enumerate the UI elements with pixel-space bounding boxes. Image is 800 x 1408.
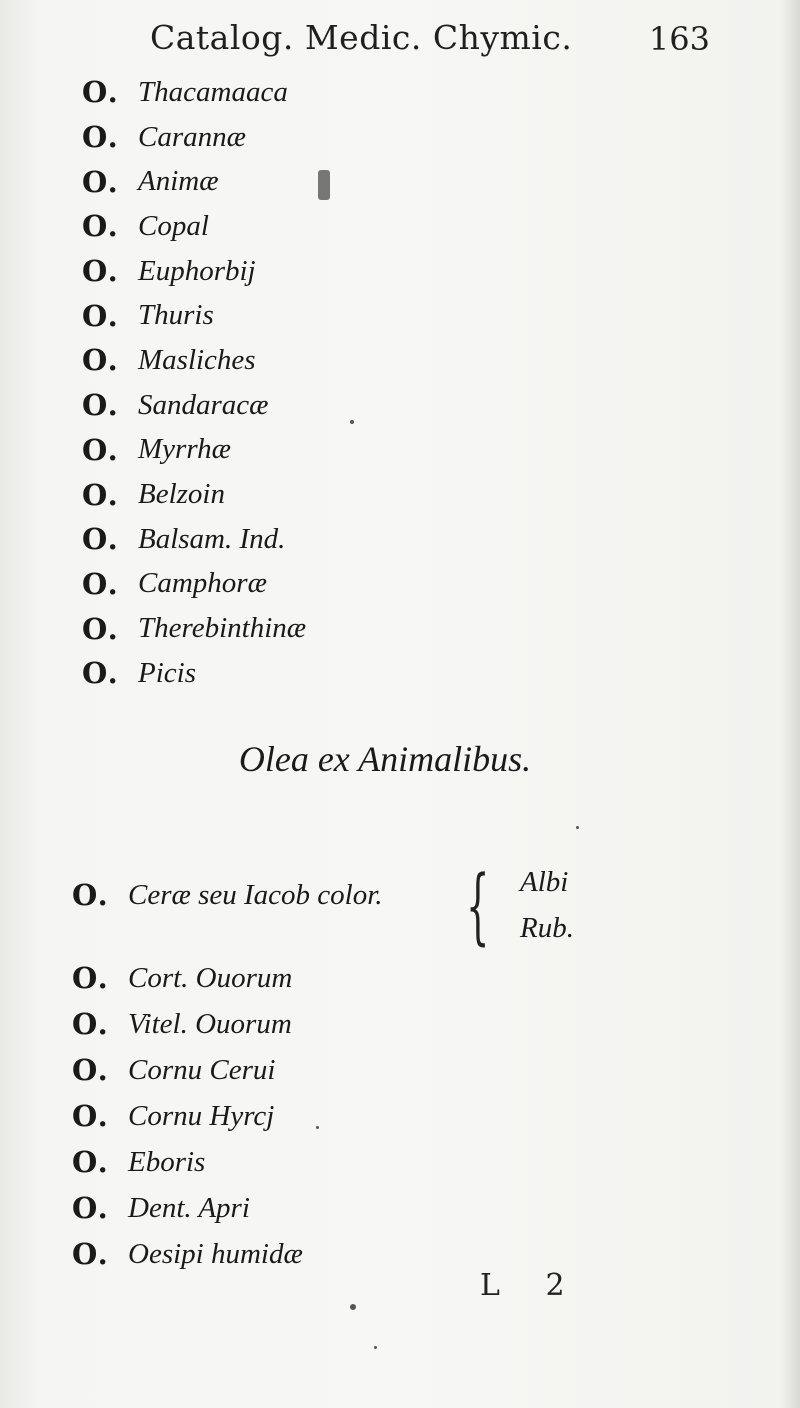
list-item xyxy=(82,562,306,607)
ink-speck xyxy=(316,1126,319,1129)
list-item xyxy=(82,249,306,294)
list-item xyxy=(72,1139,303,1185)
list-item xyxy=(82,338,306,383)
entry-prefix: O. xyxy=(82,164,120,199)
entry-prefix: O. xyxy=(82,254,120,289)
entry-name: Thuris xyxy=(138,299,214,332)
list-item xyxy=(82,115,306,160)
entry-name: Therebinthinæ xyxy=(138,612,307,645)
ink-speck xyxy=(318,170,330,200)
entry-name: Myrrhæ xyxy=(138,433,231,466)
entry-name: Eboris xyxy=(128,1145,206,1178)
page-number: 163 xyxy=(648,20,710,58)
entry-prefix: O. xyxy=(82,522,120,557)
entry-name: Thacamaaca xyxy=(138,75,288,108)
entry-prefix: O. xyxy=(72,878,110,912)
list-item xyxy=(82,517,306,562)
entry-prefix: O. xyxy=(72,1191,110,1225)
entry-name: Animæ xyxy=(138,165,219,198)
signature-mark: L 2 xyxy=(480,1268,583,1303)
list-item xyxy=(82,204,306,249)
wax-oil-entry xyxy=(72,878,383,912)
entry-prefix: O. xyxy=(82,343,120,378)
variant-item: Albi xyxy=(520,866,569,898)
list-item xyxy=(72,1047,303,1093)
list-item xyxy=(82,293,306,338)
entry-name: Picis xyxy=(138,656,196,689)
entry-name: Balsam. Ind. xyxy=(138,522,286,555)
list-item xyxy=(72,955,303,1001)
entry-name: Ceræ seu Iacob color. xyxy=(128,878,383,911)
entry-name: Dent. Apri xyxy=(128,1191,250,1224)
color-variant-list xyxy=(520,866,574,958)
vegetable-oils-list xyxy=(82,70,306,696)
list-item xyxy=(72,1001,303,1047)
entry-prefix: O. xyxy=(82,209,120,244)
entry-name: Cort. Ouorum xyxy=(128,961,293,994)
entry-prefix: O. xyxy=(72,1053,110,1087)
list-item xyxy=(82,159,306,204)
list-item xyxy=(82,383,306,428)
entry-prefix: O. xyxy=(82,477,120,512)
entry-prefix: O. xyxy=(82,432,120,467)
entry-prefix: O. xyxy=(82,566,120,601)
list-item xyxy=(72,1185,303,1231)
entry-name: Belzoin xyxy=(138,478,225,511)
list-item xyxy=(82,428,306,473)
entry-name: Euphorbij xyxy=(138,254,256,287)
entry-prefix: O. xyxy=(82,388,120,423)
list-item xyxy=(82,70,306,115)
entry-name: Sandaracæ xyxy=(138,388,269,421)
entry-name: Copal xyxy=(138,209,209,242)
entry-name: Oesipi humidæ xyxy=(128,1237,303,1270)
page-header xyxy=(150,18,710,68)
entry-prefix: O. xyxy=(82,120,120,155)
list-item xyxy=(82,651,306,696)
entry-name: Cornu Cerui xyxy=(128,1053,276,1086)
entry-prefix: O. xyxy=(72,1099,110,1133)
ink-speck xyxy=(374,1346,377,1349)
entry-name: Camphoræ xyxy=(138,567,267,600)
entry-name: Cornu Hyrcj xyxy=(128,1099,275,1132)
entry-prefix: O. xyxy=(82,611,120,646)
ink-speck xyxy=(350,420,354,424)
section-heading: Olea ex Animalibus. xyxy=(238,739,532,779)
entry-name: Masliches xyxy=(138,343,256,376)
ink-speck xyxy=(576,826,579,829)
curly-brace: { xyxy=(466,859,490,954)
running-head: Catalog. Medic. Chymic. xyxy=(150,18,573,57)
ink-speck xyxy=(350,1304,356,1310)
entry-name: Carannæ xyxy=(138,120,246,153)
entry-name: Vitel. Ouorum xyxy=(128,1007,292,1040)
entry-prefix: O. xyxy=(72,1145,110,1179)
list-item xyxy=(82,472,306,517)
entry-prefix: O. xyxy=(82,656,120,691)
list-item xyxy=(82,606,306,651)
entry-prefix: O. xyxy=(82,298,120,333)
entry-prefix: O. xyxy=(72,1237,110,1271)
entry-prefix: O. xyxy=(72,1007,110,1041)
list-item xyxy=(72,1093,303,1139)
list-item xyxy=(72,1231,303,1277)
animal-oils-list xyxy=(72,955,303,1277)
entry-prefix: O. xyxy=(72,961,110,995)
variant-item: Rub. xyxy=(520,912,574,944)
entry-prefix: O. xyxy=(82,75,120,110)
